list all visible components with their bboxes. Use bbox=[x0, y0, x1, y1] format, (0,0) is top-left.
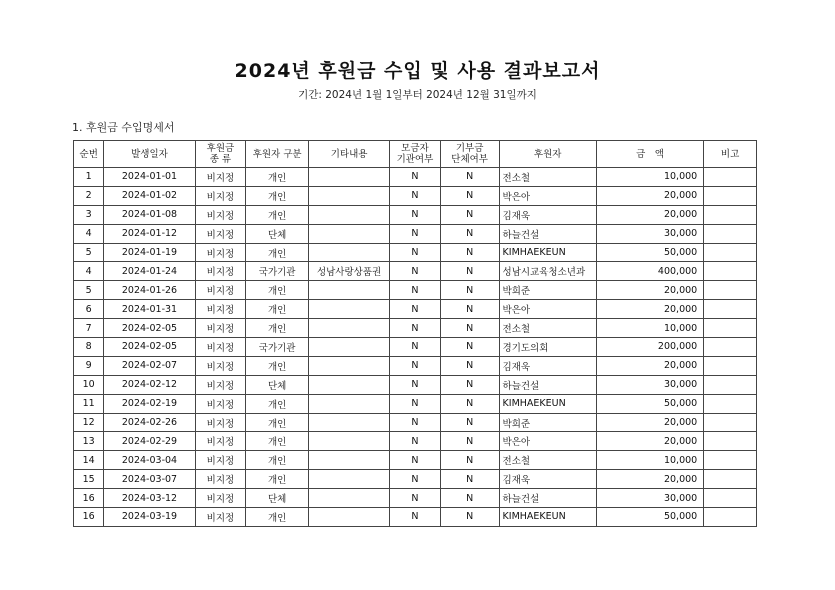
cell-remark bbox=[704, 375, 757, 394]
table-row bbox=[74, 319, 757, 338]
cell-donor-category: 개인 bbox=[246, 243, 309, 262]
cell-amount: 50,000 bbox=[596, 394, 703, 413]
table-row bbox=[74, 338, 757, 357]
cell-donor: 박희준 bbox=[499, 281, 596, 300]
cell-fundraising: N bbox=[390, 375, 441, 394]
cell-donor: 전소철 bbox=[499, 319, 596, 338]
cell-remark bbox=[704, 338, 757, 357]
cell-no: 6 bbox=[74, 300, 104, 319]
cell-amount: 20,000 bbox=[596, 470, 703, 489]
cell-type: 비지정 bbox=[195, 224, 246, 243]
cell-amount: 200,000 bbox=[596, 338, 703, 357]
cell-remark bbox=[704, 432, 757, 451]
cell-other bbox=[309, 451, 390, 470]
cell-remark bbox=[704, 489, 757, 508]
cell-fundraising: N bbox=[390, 205, 441, 224]
table-header-row bbox=[74, 141, 757, 168]
cell-donor-category: 개인 bbox=[246, 168, 309, 187]
cell-other bbox=[309, 243, 390, 262]
cell-donor-category: 개인 bbox=[246, 470, 309, 489]
cell-donation-group: N bbox=[440, 356, 499, 375]
cell-fundraising: N bbox=[390, 319, 441, 338]
table-row bbox=[74, 168, 757, 187]
cell-donor-category: 개인 bbox=[246, 319, 309, 338]
cell-remark bbox=[704, 281, 757, 300]
cell-other bbox=[309, 205, 390, 224]
cell-remark bbox=[704, 262, 757, 281]
cell-donor: 하늘건설 bbox=[499, 224, 596, 243]
header-donation-group bbox=[440, 141, 499, 168]
cell-amount: 20,000 bbox=[596, 300, 703, 319]
cell-amount: 30,000 bbox=[596, 375, 703, 394]
table-row bbox=[74, 224, 757, 243]
cell-donation-group: N bbox=[440, 375, 499, 394]
cell-donor: KIMHAEKEUN bbox=[499, 508, 596, 527]
cell-type: 비지정 bbox=[195, 470, 246, 489]
cell-type: 비지정 bbox=[195, 186, 246, 205]
cell-donor-category: 단체 bbox=[246, 489, 309, 508]
cell-date: 2024-01-26 bbox=[104, 281, 195, 300]
cell-donor-category: 개인 bbox=[246, 508, 309, 527]
cell-remark bbox=[704, 413, 757, 432]
cell-fundraising: N bbox=[390, 224, 441, 243]
cell-remark bbox=[704, 356, 757, 375]
cell-remark bbox=[704, 451, 757, 470]
cell-amount: 20,000 bbox=[596, 205, 703, 224]
cell-donation-group: N bbox=[440, 451, 499, 470]
cell-date: 2024-03-12 bbox=[104, 489, 195, 508]
table-row bbox=[74, 186, 757, 205]
cell-donation-group: N bbox=[440, 300, 499, 319]
header-fundraising-line1: 모금자 bbox=[401, 143, 429, 154]
cell-amount: 20,000 bbox=[596, 281, 703, 300]
cell-date: 2024-03-19 bbox=[104, 508, 195, 527]
cell-donor-category: 개인 bbox=[246, 394, 309, 413]
header-no: 순번 bbox=[74, 141, 104, 168]
cell-date: 2024-02-05 bbox=[104, 319, 195, 338]
cell-amount: 10,000 bbox=[596, 319, 703, 338]
cell-remark bbox=[704, 300, 757, 319]
cell-no: 15 bbox=[74, 470, 104, 489]
cell-amount: 400,000 bbox=[596, 262, 703, 281]
header-remark: 비고 bbox=[704, 141, 757, 168]
header-fundraising bbox=[390, 141, 441, 168]
table-row bbox=[74, 356, 757, 375]
cell-fundraising: N bbox=[390, 394, 441, 413]
cell-date: 2024-02-12 bbox=[104, 375, 195, 394]
cell-type: 비지정 bbox=[195, 300, 246, 319]
cell-donation-group: N bbox=[440, 262, 499, 281]
cell-date: 2024-01-01 bbox=[104, 168, 195, 187]
cell-remark bbox=[704, 224, 757, 243]
cell-type: 비지정 bbox=[195, 319, 246, 338]
cell-type: 비지정 bbox=[195, 394, 246, 413]
cell-donation-group: N bbox=[440, 281, 499, 300]
cell-donation-group: N bbox=[440, 394, 499, 413]
table-row bbox=[74, 451, 757, 470]
table-row bbox=[74, 413, 757, 432]
cell-other bbox=[309, 224, 390, 243]
cell-amount: 20,000 bbox=[596, 413, 703, 432]
header-type-line1: 후원금 bbox=[206, 143, 235, 154]
cell-amount: 10,000 bbox=[596, 168, 703, 187]
cell-donor-category: 국가기관 bbox=[246, 262, 309, 281]
cell-no: 14 bbox=[74, 451, 104, 470]
cell-amount: 20,000 bbox=[596, 432, 703, 451]
cell-other bbox=[309, 356, 390, 375]
cell-amount: 10,000 bbox=[596, 451, 703, 470]
cell-type: 비지정 bbox=[195, 508, 246, 527]
table-row bbox=[74, 489, 757, 508]
cell-other bbox=[309, 281, 390, 300]
cell-fundraising: N bbox=[390, 338, 441, 357]
cell-no: 11 bbox=[74, 394, 104, 413]
cell-donation-group: N bbox=[440, 489, 499, 508]
header-donation-group-line2: 단체여부 bbox=[451, 154, 488, 165]
cell-remark bbox=[704, 319, 757, 338]
cell-donor: 박은아 bbox=[499, 186, 596, 205]
table-row bbox=[74, 205, 757, 224]
header-donation-group-line1: 기부금 bbox=[455, 143, 484, 154]
cell-no: 12 bbox=[74, 413, 104, 432]
cell-donation-group: N bbox=[440, 470, 499, 489]
cell-donor: 김재욱 bbox=[499, 356, 596, 375]
table-row bbox=[74, 375, 757, 394]
cell-donor-category: 개인 bbox=[246, 432, 309, 451]
cell-donor-category: 개인 bbox=[246, 300, 309, 319]
cell-donation-group: N bbox=[440, 224, 499, 243]
cell-no: 9 bbox=[74, 356, 104, 375]
cell-remark bbox=[704, 168, 757, 187]
cell-remark bbox=[704, 508, 757, 527]
cell-donation-group: N bbox=[440, 168, 499, 187]
cell-donation-group: N bbox=[440, 243, 499, 262]
cell-other: 성남사랑상품권 bbox=[309, 262, 390, 281]
cell-date: 2024-03-07 bbox=[104, 470, 195, 489]
cell-fundraising: N bbox=[390, 243, 441, 262]
cell-type: 비지정 bbox=[195, 281, 246, 300]
cell-date: 2024-02-19 bbox=[104, 394, 195, 413]
cell-type: 비지정 bbox=[195, 338, 246, 357]
cell-remark bbox=[704, 394, 757, 413]
cell-type: 비지정 bbox=[195, 205, 246, 224]
cell-no: 4 bbox=[74, 262, 104, 281]
cell-amount: 50,000 bbox=[596, 243, 703, 262]
cell-donor: KIMHAEKEUN bbox=[499, 394, 596, 413]
cell-no: 4 bbox=[74, 224, 104, 243]
cell-other bbox=[309, 470, 390, 489]
cell-other bbox=[309, 300, 390, 319]
cell-fundraising: N bbox=[390, 281, 441, 300]
table-row bbox=[74, 243, 757, 262]
cell-no: 13 bbox=[74, 432, 104, 451]
cell-fundraising: N bbox=[390, 470, 441, 489]
header-type bbox=[195, 141, 246, 168]
cell-fundraising: N bbox=[390, 356, 441, 375]
cell-other bbox=[309, 432, 390, 451]
cell-donation-group: N bbox=[440, 205, 499, 224]
cell-date: 2024-01-19 bbox=[104, 243, 195, 262]
cell-donor: 박은아 bbox=[499, 432, 596, 451]
cell-amount: 50,000 bbox=[596, 508, 703, 527]
cell-type: 비지정 bbox=[195, 262, 246, 281]
cell-amount: 30,000 bbox=[596, 489, 703, 508]
cell-amount: 20,000 bbox=[596, 186, 703, 205]
cell-date: 2024-01-08 bbox=[104, 205, 195, 224]
header-other: 기타내용 bbox=[309, 141, 390, 168]
header-donor: 후원자 bbox=[499, 141, 596, 168]
cell-no: 10 bbox=[74, 375, 104, 394]
cell-amount: 30,000 bbox=[596, 224, 703, 243]
cell-date: 2024-01-24 bbox=[104, 262, 195, 281]
cell-amount: 20,000 bbox=[596, 356, 703, 375]
cell-no: 8 bbox=[74, 338, 104, 357]
cell-other bbox=[309, 375, 390, 394]
cell-type: 비지정 bbox=[195, 168, 246, 187]
cell-donor-category: 개인 bbox=[246, 356, 309, 375]
cell-no: 1 bbox=[74, 168, 104, 187]
cell-date: 2024-01-31 bbox=[104, 300, 195, 319]
cell-remark bbox=[704, 470, 757, 489]
cell-fundraising: N bbox=[390, 489, 441, 508]
cell-remark bbox=[704, 243, 757, 262]
cell-other bbox=[309, 186, 390, 205]
cell-fundraising: N bbox=[390, 168, 441, 187]
cell-donor: 성남시교육청소년과 bbox=[499, 262, 596, 281]
header-type-line2: 종 류 bbox=[209, 154, 232, 165]
cell-type: 비지정 bbox=[195, 375, 246, 394]
cell-donor: 경기도의회 bbox=[499, 338, 596, 357]
cell-donor: 하늘건설 bbox=[499, 489, 596, 508]
cell-donation-group: N bbox=[440, 413, 499, 432]
cell-donor: 김재욱 bbox=[499, 205, 596, 224]
cell-other bbox=[309, 394, 390, 413]
table-row bbox=[74, 281, 757, 300]
cell-donor-category: 개인 bbox=[246, 205, 309, 224]
cell-date: 2024-01-12 bbox=[104, 224, 195, 243]
cell-date: 2024-02-29 bbox=[104, 432, 195, 451]
table-row bbox=[74, 300, 757, 319]
cell-donor-category: 단체 bbox=[246, 375, 309, 394]
cell-donor: 하늘건설 bbox=[499, 375, 596, 394]
header-fundraising-line2: 기관여부 bbox=[396, 154, 434, 165]
cell-donation-group: N bbox=[440, 508, 499, 527]
cell-remark bbox=[704, 186, 757, 205]
cell-no: 16 bbox=[74, 489, 104, 508]
cell-other bbox=[309, 508, 390, 527]
table-row bbox=[74, 262, 757, 281]
cell-no: 7 bbox=[74, 319, 104, 338]
cell-donor: KIMHAEKEUN bbox=[499, 243, 596, 262]
cell-fundraising: N bbox=[390, 186, 441, 205]
cell-other bbox=[309, 413, 390, 432]
income-table bbox=[73, 140, 757, 527]
cell-no: 3 bbox=[74, 205, 104, 224]
cell-donor: 박은아 bbox=[499, 300, 596, 319]
cell-no: 16 bbox=[74, 508, 104, 527]
page-title: 2024년 후원금 수입 및 사용 결과보고서 bbox=[234, 60, 601, 82]
cell-type: 비지정 bbox=[195, 451, 246, 470]
report-period: 기간: 2024년 1월 1일부터 2024년 12월 31일까지 bbox=[298, 89, 537, 101]
cell-donation-group: N bbox=[440, 432, 499, 451]
cell-donor-category: 개인 bbox=[246, 413, 309, 432]
cell-donation-group: N bbox=[440, 319, 499, 338]
section-heading: 1. 후원금 수입명세서 bbox=[72, 121, 175, 134]
header-donor-category: 후원자 구분 bbox=[246, 141, 309, 168]
table-row bbox=[74, 470, 757, 489]
cell-donor-category: 개인 bbox=[246, 281, 309, 300]
cell-type: 비지정 bbox=[195, 489, 246, 508]
cell-other bbox=[309, 319, 390, 338]
cell-type: 비지정 bbox=[195, 432, 246, 451]
cell-donation-group: N bbox=[440, 338, 499, 357]
header-date: 발생일자 bbox=[104, 141, 195, 168]
table-row bbox=[74, 394, 757, 413]
cell-other bbox=[309, 338, 390, 357]
cell-donor: 전소철 bbox=[499, 451, 596, 470]
cell-other bbox=[309, 168, 390, 187]
cell-no: 2 bbox=[74, 186, 104, 205]
cell-donor: 전소철 bbox=[499, 168, 596, 187]
cell-fundraising: N bbox=[390, 432, 441, 451]
table-row bbox=[74, 432, 757, 451]
header-amount: 금 액 bbox=[596, 141, 703, 168]
cell-no: 5 bbox=[74, 281, 104, 300]
cell-donor-category: 국가기관 bbox=[246, 338, 309, 357]
table-row bbox=[74, 508, 757, 527]
cell-fundraising: N bbox=[390, 451, 441, 470]
cell-date: 2024-02-07 bbox=[104, 356, 195, 375]
cell-type: 비지정 bbox=[195, 243, 246, 262]
cell-donor-category: 개인 bbox=[246, 451, 309, 470]
cell-donor: 김재욱 bbox=[499, 470, 596, 489]
table-body bbox=[74, 168, 757, 527]
cell-type: 비지정 bbox=[195, 413, 246, 432]
cell-date: 2024-02-26 bbox=[104, 413, 195, 432]
cell-other bbox=[309, 489, 390, 508]
cell-type: 비지정 bbox=[195, 356, 246, 375]
cell-fundraising: N bbox=[390, 300, 441, 319]
cell-fundraising: N bbox=[390, 413, 441, 432]
cell-no: 5 bbox=[74, 243, 104, 262]
cell-donation-group: N bbox=[440, 186, 499, 205]
cell-remark bbox=[704, 205, 757, 224]
cell-date: 2024-01-02 bbox=[104, 186, 195, 205]
cell-donor: 박희준 bbox=[499, 413, 596, 432]
cell-fundraising: N bbox=[390, 262, 441, 281]
cell-donor-category: 개인 bbox=[246, 186, 309, 205]
cell-date: 2024-03-04 bbox=[104, 451, 195, 470]
cell-date: 2024-02-05 bbox=[104, 338, 195, 357]
cell-fundraising: N bbox=[390, 508, 441, 527]
cell-donor-category: 단체 bbox=[246, 224, 309, 243]
